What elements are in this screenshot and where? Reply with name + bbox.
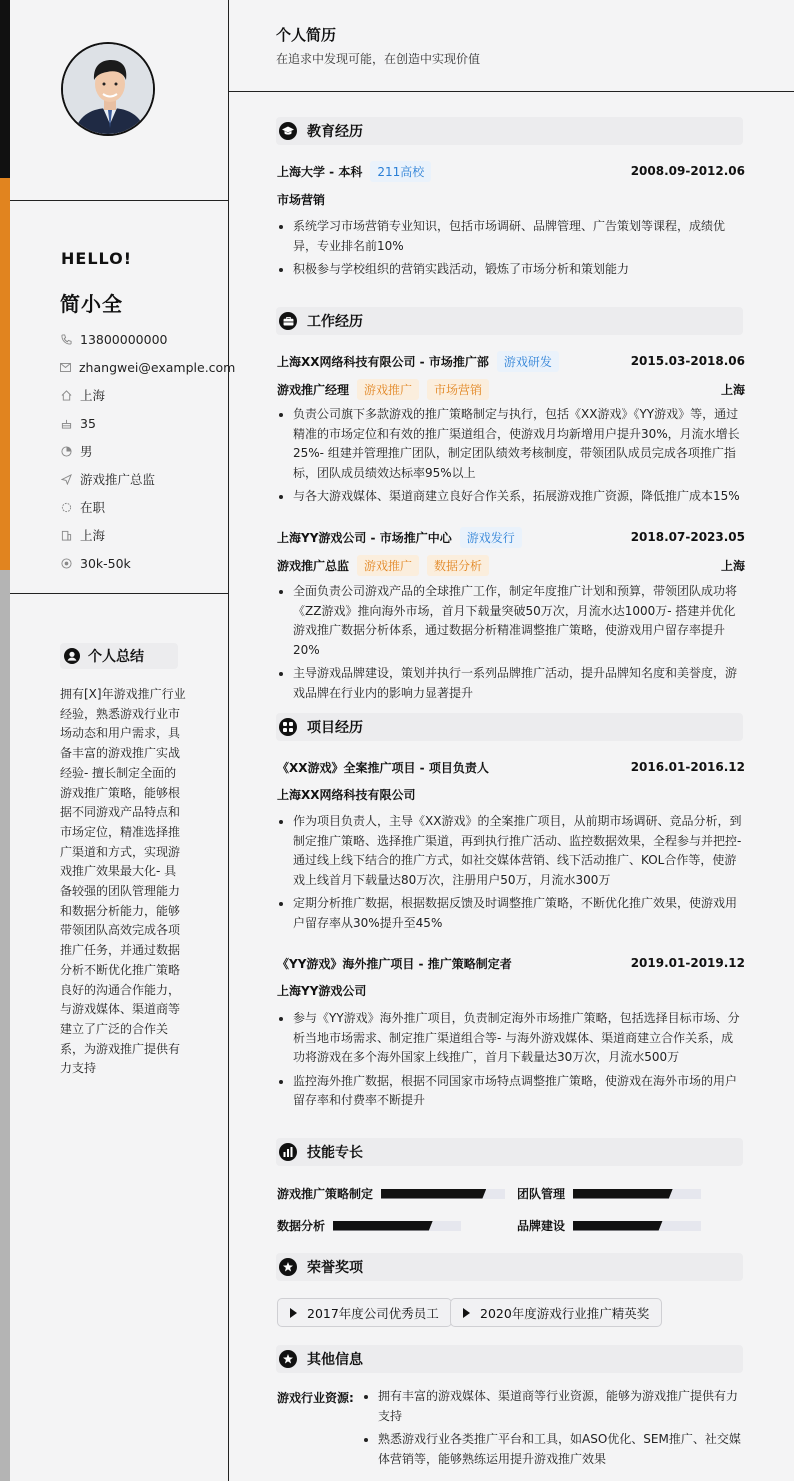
project-header [277, 953, 745, 973]
avatar [61, 42, 155, 136]
info-salary [60, 549, 225, 577]
hello-heading: HELLO! [61, 249, 133, 268]
skill-bar [573, 1189, 701, 1199]
bar-chart-icon [279, 1143, 297, 1161]
skill-item [517, 1217, 701, 1234]
list-item: 系统学习市场营销专业知识，包括市场调研、品牌管理、广告策划等课程，成绩优异，专业排名前10% [277, 217, 745, 256]
sidebar-divider [10, 593, 229, 594]
list-item: 与各大游戏媒体、渠道商建立良好合作关系，拓展游戏推广资源，降低推广成本15% [277, 487, 745, 507]
skill-bar-fill [573, 1189, 673, 1199]
company-tag: 游戏发行 [460, 527, 522, 548]
skill-bar [333, 1221, 461, 1231]
list-item: 作为项目负责人，主导《XX游戏》的全案推广项目，从前期市场调研、竞品分析，到制定推广策略、选择推广渠道，再到执行推广活动、监控数据效果，全程参与并把控- 通过线上线下结合的推广方式，如社交媒体营销、线下活动推广、KOL合作等，使游戏上线首月下载量达80万次，注册用户50万，月流水300万 [277, 812, 745, 890]
award-chip [277, 1298, 452, 1327]
info-email [60, 353, 236, 381]
job-role: 游戏推广总监 [277, 558, 350, 573]
skill-label: 游戏推广策略制定 [277, 1187, 374, 1201]
info-text: 在职 [80, 500, 106, 515]
summary-title: 个人总结 [88, 649, 144, 665]
project-bullets [277, 1009, 745, 1115]
building-icon [60, 529, 72, 541]
role-tag: 数据分析 [427, 555, 489, 576]
education-row [277, 160, 745, 182]
other-title: 其他信息 [307, 1352, 363, 1368]
list-item: 定期分析推广数据，根据数据反馈及时调整推广策略，不断优化推广效果，使游戏用户留存率从30%提升至45% [277, 894, 745, 933]
user-icon [64, 648, 80, 664]
info-status [60, 493, 225, 521]
cake-icon [60, 417, 72, 429]
skill-item [277, 1185, 505, 1202]
play-icon [290, 1308, 297, 1318]
project-date: 2019.01-2019.12 [630, 956, 745, 970]
role-tag: 市场营销 [427, 379, 489, 400]
info-text: 游戏推广总监 [80, 472, 156, 487]
skill-label: 团队管理 [517, 1187, 566, 1201]
briefcase-icon [279, 312, 297, 330]
skill-bar-fill [573, 1221, 663, 1231]
info-position [60, 465, 225, 493]
project-name: 《YY游戏》海外推广项目 - 推广策略制定者 [277, 956, 512, 971]
project-company: 上海XX网络科技有限公司 [277, 788, 416, 802]
page-subtitle: 在追求中发现可能，在创造中实现价值 [276, 52, 481, 66]
accent-strip-gray [0, 570, 10, 1481]
accent-strip-orange [0, 178, 10, 570]
education-bullets [277, 217, 745, 284]
skill-item [277, 1217, 461, 1234]
job-bullets [277, 405, 745, 511]
company-name: 上海YY游戏公司 - 市场推广中心 [277, 530, 452, 545]
list-item: 主导游戏品牌建设，策划并执行一系列品牌推广活动，提升品牌知名度和美誉度，游戏品牌在行业内的影响力显著提升 [277, 664, 745, 703]
other-label: 游戏行业资源: [277, 1391, 354, 1405]
play-icon [463, 1308, 470, 1318]
project-date: 2016.01-2016.12 [630, 760, 745, 774]
project-header [277, 757, 745, 777]
info-text: 上海 [80, 388, 106, 403]
award-label: 2017年度公司优秀员工 [307, 1305, 439, 1321]
info-city [60, 381, 225, 409]
list-item: 监控海外推广数据，根据不同国家市场特点调整推广策略，使游戏在海外市场的用户留存率和付费率不断提升 [277, 1072, 745, 1111]
info-text: 男 [80, 444, 93, 459]
home-icon [60, 389, 72, 401]
work-title: 工作经历 [307, 314, 363, 330]
info-age [60, 409, 225, 437]
list-item: 拥有丰富的游戏媒体、渠道商等行业资源，能够为游戏推广提供有力支持 [361, 1387, 746, 1426]
grid-icon [279, 718, 297, 736]
gender-icon [60, 445, 72, 457]
project-bullets [277, 812, 745, 938]
other-bullets [361, 1387, 746, 1473]
info-text: 上海 [80, 528, 106, 543]
info-work-city [60, 521, 225, 549]
skills-title: 技能专长 [307, 1145, 363, 1161]
skill-bar-fill [381, 1189, 486, 1199]
page-title: 个人简历 [276, 26, 337, 44]
awards-section-header [276, 1253, 743, 1281]
job-bullets [277, 582, 745, 708]
header-divider [229, 91, 794, 92]
major: 市场营销 [277, 193, 326, 207]
skill-bar-fill [333, 1221, 433, 1231]
candidate-name: 简小全 [60, 292, 123, 316]
role-tag: 游戏推广 [357, 379, 419, 400]
info-gender [60, 437, 225, 465]
job-date: 2015.03-2018.06 [630, 354, 745, 368]
job-location: 上海 [720, 558, 745, 573]
salary-icon [60, 557, 72, 569]
award-chip [450, 1298, 662, 1327]
status-icon [60, 501, 72, 513]
info-text: 35 [80, 415, 96, 431]
phone-icon [60, 333, 72, 345]
skill-label: 品牌建设 [517, 1219, 566, 1233]
list-item: 熟悉游戏行业各类推广平台和工具，如ASO优化、SEM推广、社交媒体营销等，能够熟练运用提升游戏推广效果 [361, 1430, 746, 1469]
skill-bar [381, 1189, 505, 1199]
education-date: 2008.09-2012.06 [630, 164, 745, 178]
accent-strip-black [0, 0, 10, 178]
job-location: 上海 [720, 382, 745, 397]
role-tag: 游戏推广 [357, 555, 419, 576]
company-tag: 游戏研发 [497, 351, 559, 372]
list-item: 全面负责公司游戏产品的全球推广工作，制定年度推广计划和预算，带领团队成功将《ZZ游戏》推向海外市场，首月下载量突破50万次，月流水达1000万- 搭建并优化游戏推广数据分析体系，通过数据分析精准调整推广策略，使游戏用户留存率提升20% [277, 582, 745, 660]
education-section-header [276, 117, 743, 145]
skill-label: 数据分析 [277, 1219, 326, 1233]
school-tag: 211高校 [370, 161, 431, 182]
info-phone [60, 325, 225, 353]
school-name: 上海大学 - 本科 [277, 164, 363, 179]
skills-section-header [276, 1138, 743, 1166]
education-title: 教育经历 [307, 124, 363, 140]
projects-title: 项目经历 [307, 720, 363, 736]
other-section-header [276, 1345, 743, 1373]
job-role: 游戏推广经理 [277, 382, 350, 397]
info-icon [279, 1350, 297, 1368]
company-name: 上海XX网络科技有限公司 - 市场推广部 [277, 354, 489, 369]
list-item: 参与《YY游戏》海外推广项目，负责制定海外市场推广策略，包括选择目标市场、分析当地市场需求、制定推广渠道组合等- 与海外游戏媒体、渠道商建立合作关系，成功将游戏在多个海外国家上线推广，首月下载量达30万次，月流水500万 [277, 1009, 745, 1068]
graduation-cap-icon [279, 122, 297, 140]
award-icon [279, 1258, 297, 1276]
job-header [277, 350, 745, 372]
projects-section-header [276, 713, 743, 741]
awards-title: 荣誉奖项 [307, 1260, 363, 1276]
skill-bar [573, 1221, 701, 1231]
info-text: zhangwei@example.com [79, 359, 236, 375]
job-role-row [277, 378, 745, 400]
project-name: 《XX游戏》全案推广项目 - 项目负责人 [277, 760, 489, 775]
award-label: 2020年度游戏行业推广精英奖 [480, 1305, 650, 1321]
job-role-row [277, 554, 745, 576]
main-content [229, 0, 794, 1481]
list-item: 负责公司旗下多款游戏的推广策略制定与执行，包括《XX游戏》《YY游戏》等，通过精准的市场定位和有效的推广渠道组合，使游戏月均新增用户提升30%，月流水增长25%- 组建并管理推广团队，制定团队绩效考核制度，带领团队成员完成各项推广指标，团队成员绩效达标率95%以上 [277, 405, 745, 483]
send-icon [60, 473, 72, 485]
summary-text: 拥有[X]年游戏推广行业经验，熟悉游戏行业市场动态和用户需求，具备丰富的游戏推广实战经验- 擅长制定全面的游戏推广策略，能够根据不同游戏产品特点和市场定位，精准选择推广渠道和方式，实现游戏推广效果最大化- 具备较强的团队管理能力和数据分析能力，能够带领团队高效完成各项推广任务，并通过数据分析不断优化推广策略 良好的沟通合作能力，与游戏媒体、渠道商等建立了广泛的合作关系，为游戏推广提供有力支持 [60, 687, 186, 1076]
info-text: 13800000000 [80, 331, 168, 347]
skill-item [517, 1185, 701, 1202]
work-section-header [276, 307, 743, 335]
contact-info [60, 325, 236, 577]
sidebar [0, 0, 236, 1481]
mail-icon [60, 361, 71, 373]
summary-section-header [60, 643, 178, 669]
list-item: 积极参与学校组织的营销实践活动，锻炼了市场分析和策划能力 [277, 260, 745, 280]
job-date: 2018.07-2023.05 [630, 530, 745, 544]
job-header [277, 526, 745, 548]
sidebar-divider [10, 200, 229, 201]
project-company: 上海YY游戏公司 [277, 984, 367, 998]
info-text: 30k-50k [80, 555, 131, 571]
